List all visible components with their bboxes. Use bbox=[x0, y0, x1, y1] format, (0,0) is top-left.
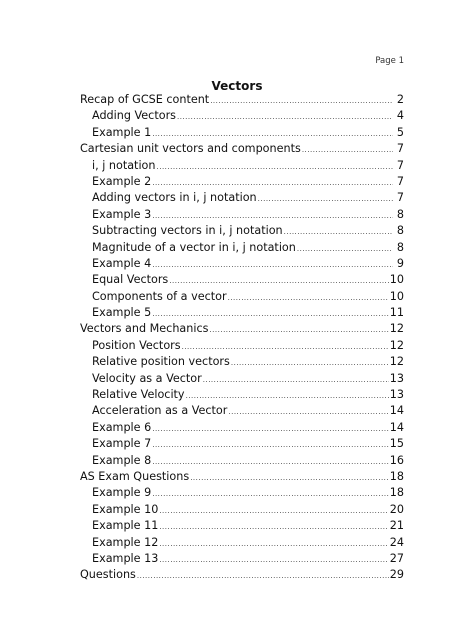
toc-dot-leader bbox=[152, 175, 393, 190]
toc-entry[interactable] bbox=[80, 436, 404, 452]
toc-entry-page: 8 bbox=[396, 207, 404, 221]
toc-entry-label: Magnitude of a vector in i, j notation bbox=[92, 240, 296, 254]
toc-entry-page: 14 bbox=[389, 420, 404, 434]
toc-entry[interactable] bbox=[80, 371, 404, 387]
toc-dot-leader bbox=[169, 273, 388, 288]
toc-entry-page: 24 bbox=[389, 535, 404, 549]
toc-entry-label: Example 7 bbox=[92, 437, 152, 451]
toc-entry-page: 12 bbox=[389, 338, 404, 352]
toc-entry-page: 12 bbox=[389, 322, 404, 336]
toc-entry-label: Velocity as a Vector bbox=[92, 371, 202, 385]
toc-dot-leader bbox=[152, 437, 389, 452]
toc-entry-page: 29 bbox=[389, 568, 404, 582]
toc-entry[interactable] bbox=[80, 502, 404, 518]
toc-entry-label: Example 11 bbox=[92, 519, 159, 533]
toc-entry-page: 18 bbox=[389, 486, 404, 500]
toc-dot-leader bbox=[152, 208, 393, 223]
toc-dot-leader bbox=[159, 503, 388, 518]
toc-entry[interactable] bbox=[80, 108, 404, 124]
toc-entry-label: Questions bbox=[80, 568, 136, 582]
toc-entry[interactable] bbox=[80, 256, 404, 272]
toc-entry-page: 12 bbox=[389, 355, 404, 369]
toc-dot-leader bbox=[190, 470, 389, 485]
table-of-contents bbox=[80, 92, 404, 584]
toc-entry-page: 15 bbox=[389, 437, 404, 451]
toc-dot-leader bbox=[152, 486, 389, 501]
toc-entry-label: Adding vectors in i, j notation bbox=[92, 191, 257, 205]
toc-entry[interactable] bbox=[80, 158, 404, 174]
toc-entry-page: 27 bbox=[389, 551, 404, 565]
toc-entry-label: Subtracting vectors in i, j notation bbox=[92, 224, 283, 238]
toc-dot-leader bbox=[177, 109, 393, 124]
toc-entry-label: Components of a vector bbox=[92, 289, 227, 303]
toc-entry[interactable] bbox=[80, 321, 404, 337]
toc-dot-leader bbox=[186, 388, 389, 403]
toc-entry-page: 20 bbox=[389, 502, 404, 516]
toc-dot-leader bbox=[159, 519, 388, 534]
toc-entry-page: 7 bbox=[396, 174, 404, 188]
toc-entry[interactable] bbox=[80, 518, 404, 534]
toc-dot-leader bbox=[152, 126, 393, 141]
toc-entry-page: 21 bbox=[389, 519, 404, 533]
toc-entry-label: Acceleration as a Vector bbox=[92, 404, 228, 418]
toc-entry[interactable] bbox=[80, 403, 404, 419]
toc-entry[interactable] bbox=[80, 354, 404, 370]
toc-entry[interactable] bbox=[80, 453, 404, 469]
toc-dot-leader bbox=[297, 241, 393, 256]
toc-entry-page: 13 bbox=[389, 371, 404, 385]
toc-dot-leader bbox=[152, 421, 389, 436]
toc-entry-label: Example 3 bbox=[92, 207, 152, 221]
toc-entry[interactable] bbox=[80, 174, 404, 190]
toc-dot-leader bbox=[203, 372, 389, 387]
toc-dot-leader bbox=[284, 224, 393, 239]
toc-entry[interactable] bbox=[80, 387, 404, 403]
toc-entry-page: 4 bbox=[396, 109, 404, 123]
toc-entry-page: 13 bbox=[389, 388, 404, 402]
toc-entry[interactable] bbox=[80, 338, 404, 354]
toc-entry-label: Example 5 bbox=[92, 306, 152, 320]
toc-entry-label: Relative position vectors bbox=[92, 355, 230, 369]
toc-entry-page: 2 bbox=[396, 93, 404, 106]
toc-entry-label: Example 8 bbox=[92, 453, 152, 467]
toc-entry-page: 8 bbox=[396, 224, 404, 238]
toc-entry[interactable] bbox=[80, 141, 404, 157]
toc-entry-label: Relative Velocity bbox=[92, 388, 185, 402]
toc-entry-label: Vectors and Mechanics bbox=[80, 322, 209, 336]
toc-entry-page: 8 bbox=[396, 240, 404, 254]
toc-entry-label: Example 10 bbox=[92, 502, 159, 516]
toc-entry[interactable] bbox=[80, 92, 404, 108]
toc-entry[interactable] bbox=[80, 272, 404, 288]
toc-entry-label: AS Exam Questions bbox=[80, 469, 190, 483]
toc-entry[interactable] bbox=[80, 305, 404, 321]
toc-entry-page: 11 bbox=[389, 306, 404, 320]
toc-dot-leader bbox=[152, 454, 389, 469]
toc-entry-page: 7 bbox=[396, 158, 404, 172]
toc-entry[interactable] bbox=[80, 567, 404, 583]
toc-entry-label: Example 6 bbox=[92, 420, 152, 434]
toc-dot-leader bbox=[210, 93, 393, 108]
toc-entry-label: Example 4 bbox=[92, 256, 152, 270]
toc-entry-label: Example 13 bbox=[92, 551, 159, 565]
toc-entry-label: Equal Vectors bbox=[92, 273, 169, 287]
toc-dot-leader bbox=[228, 290, 389, 305]
toc-entry[interactable] bbox=[80, 551, 404, 567]
toc-dot-leader bbox=[152, 306, 389, 321]
toc-entry-page: 18 bbox=[389, 469, 404, 483]
toc-entry-label: Recap of GCSE content bbox=[80, 93, 210, 106]
toc-dot-leader bbox=[228, 404, 388, 419]
toc-entry-page: 10 bbox=[389, 273, 404, 287]
toc-dot-leader bbox=[152, 257, 393, 272]
toc-entry-label: Position Vectors bbox=[92, 338, 181, 352]
toc-entry-label: Example 12 bbox=[92, 535, 159, 549]
toc-dot-leader bbox=[209, 322, 388, 337]
toc-dot-leader bbox=[137, 568, 389, 583]
toc-entry[interactable] bbox=[80, 125, 404, 141]
toc-entry[interactable] bbox=[80, 469, 404, 485]
toc-entry[interactable] bbox=[80, 485, 404, 501]
toc-dot-leader bbox=[231, 355, 389, 370]
toc-entry-label: Example 9 bbox=[92, 486, 152, 500]
toc-entry[interactable] bbox=[80, 289, 404, 305]
toc-entry-page: 5 bbox=[396, 125, 404, 139]
toc-entry-page: 7 bbox=[396, 142, 404, 156]
toc-entry-page: 16 bbox=[389, 453, 404, 467]
page-number-label: Page 1 bbox=[375, 56, 404, 66]
document-title: Vectors bbox=[211, 79, 263, 93]
toc-dot-leader bbox=[258, 191, 393, 206]
toc-entry-page: 9 bbox=[396, 256, 404, 270]
toc-entry-label: Example 1 bbox=[92, 125, 152, 139]
toc-dot-leader bbox=[157, 159, 394, 174]
toc-dot-leader bbox=[159, 536, 388, 551]
toc-dot-leader bbox=[302, 142, 393, 157]
toc-entry-label: Example 2 bbox=[92, 174, 152, 188]
toc-entry-label: Adding Vectors bbox=[92, 109, 176, 123]
toc-entry-page: 7 bbox=[396, 191, 404, 205]
toc-dot-leader bbox=[159, 552, 388, 567]
toc-entry[interactable] bbox=[80, 190, 404, 206]
toc-entry-label: i, j notation bbox=[92, 158, 156, 172]
toc-entry[interactable] bbox=[80, 223, 404, 239]
toc-entry[interactable] bbox=[80, 420, 404, 436]
toc-entry[interactable] bbox=[80, 240, 404, 256]
toc-entry[interactable] bbox=[80, 535, 404, 551]
toc-entry-page: 10 bbox=[389, 289, 404, 303]
toc-entry[interactable] bbox=[80, 207, 404, 223]
toc-entry-page: 14 bbox=[389, 404, 404, 418]
toc-dot-leader bbox=[182, 339, 389, 354]
toc-entry-label: Cartesian unit vectors and components bbox=[80, 142, 301, 156]
